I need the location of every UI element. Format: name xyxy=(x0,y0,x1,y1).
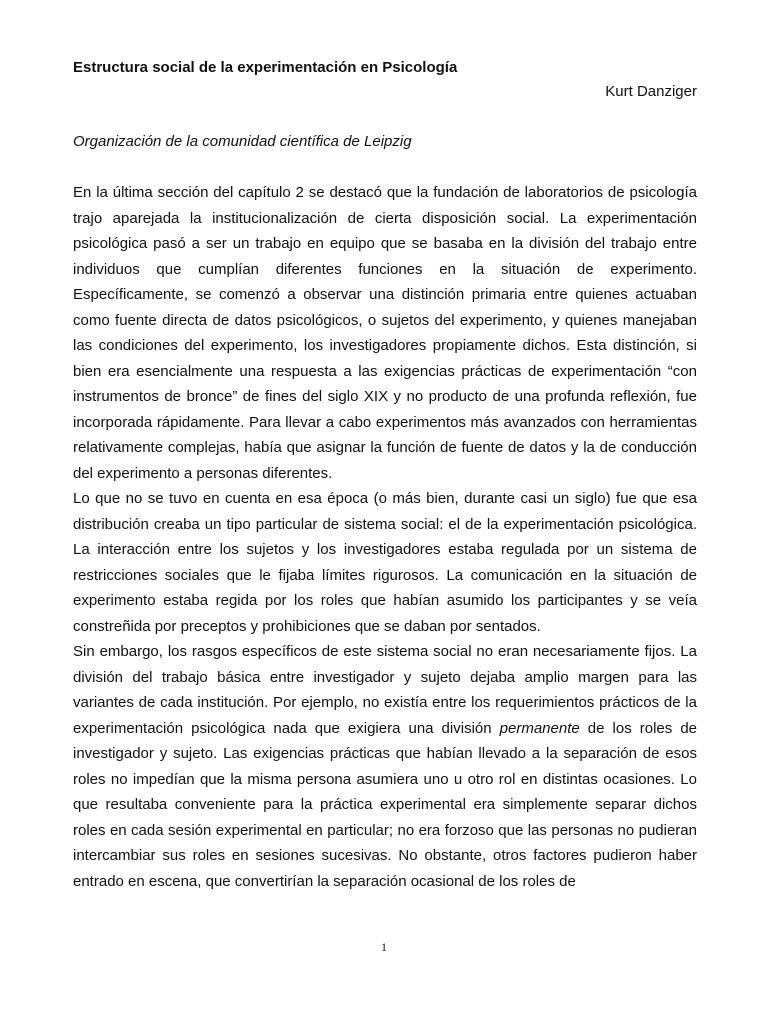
paragraph-text: de los roles de investigador y sujeto. Las exigencias prácticas que habían llevado a la separación de esos roles no impedían que la misma persona asumiera uno u otro rol en distintas ocasiones. Lo que resultaba conveniente para la práctica experimental era simplemente separar dichos roles en cada sesión experimental en particular; no era forzoso que las personas no pudieran intercambiar sus roles en sesiones sucesivas. No obstante, otros factores pudieron haber entrado en escena, que convertirían la separación ocasional de los roles de xyxy=(73,719,698,890)
paragraph: Lo que no se tuvo en cuenta en esa época (o más bien, durante casi un siglo) fue que esa distribución creaba un tipo particular de sistema social: el de la experimentación psicológica. La interacción entre los sujetos y los investigadores estaba regulada por un sistema de restricciones sociales que le fijaba límites rigurosos. La comunicación en la situación de experimento estaba regida por los roles que habían asumido los participantes y se veía constreñida por preceptos y prohibiciones que se daban por sentados. xyxy=(73,490,697,635)
paragraph xyxy=(73,639,697,894)
section-heading: Organización de la comunidad científica de Leipzig xyxy=(73,133,412,150)
page-number: 1 xyxy=(381,940,387,954)
document-page xyxy=(73,56,697,894)
document-title: Estructura social de la experimentación en Psicología xyxy=(73,59,458,76)
paragraph-text: Sin embargo, los rasgos específicos de este sistema social no eran necesariamente fijos. La división del trabajo básica entre investigador y sujeto dejaba amplio margen para las variantes de cada institución. Por ejemplo, no existía entre los requerimientos prácticos de la experimentación psicológica nada que exigiera una división xyxy=(73,643,697,737)
paragraph: En la última sección del capítulo 2 se destacó que la fundación de laboratorios de psicología trajo aparejada la institucionalización de cierta disposición social. La experimentación psicológica pasó a ser un trabajo en equipo que se basaba en la división del trabajo entre individuos que cumplían diferentes funciones en la situación de experimento. Específicamente, se comenzó a observar una distinción primaria entre quienes actuaban como fuente directa de datos psicológicos, o sujetos del experimento, y quienes manejaban las condiciones del experimento, los investigadores propiamente dichos. Esta distinción, si bien era esencialmente una respuesta a las exigencias prácticas de experimentación “con instrumentos de bronce” de fines del siglo XIX y no producto de una profunda reflexión, fue incorporada rápidamente. Para llevar a cabo experimentos más avanzados con herramientas relativamente complejas, había que asignar la función de fuente de datos y la de conducción del experimento a personas diferentes. xyxy=(73,184,697,482)
emphasized-word: permanente xyxy=(499,719,580,737)
body-text xyxy=(73,180,697,894)
document-author: Kurt Danziger xyxy=(605,83,697,100)
